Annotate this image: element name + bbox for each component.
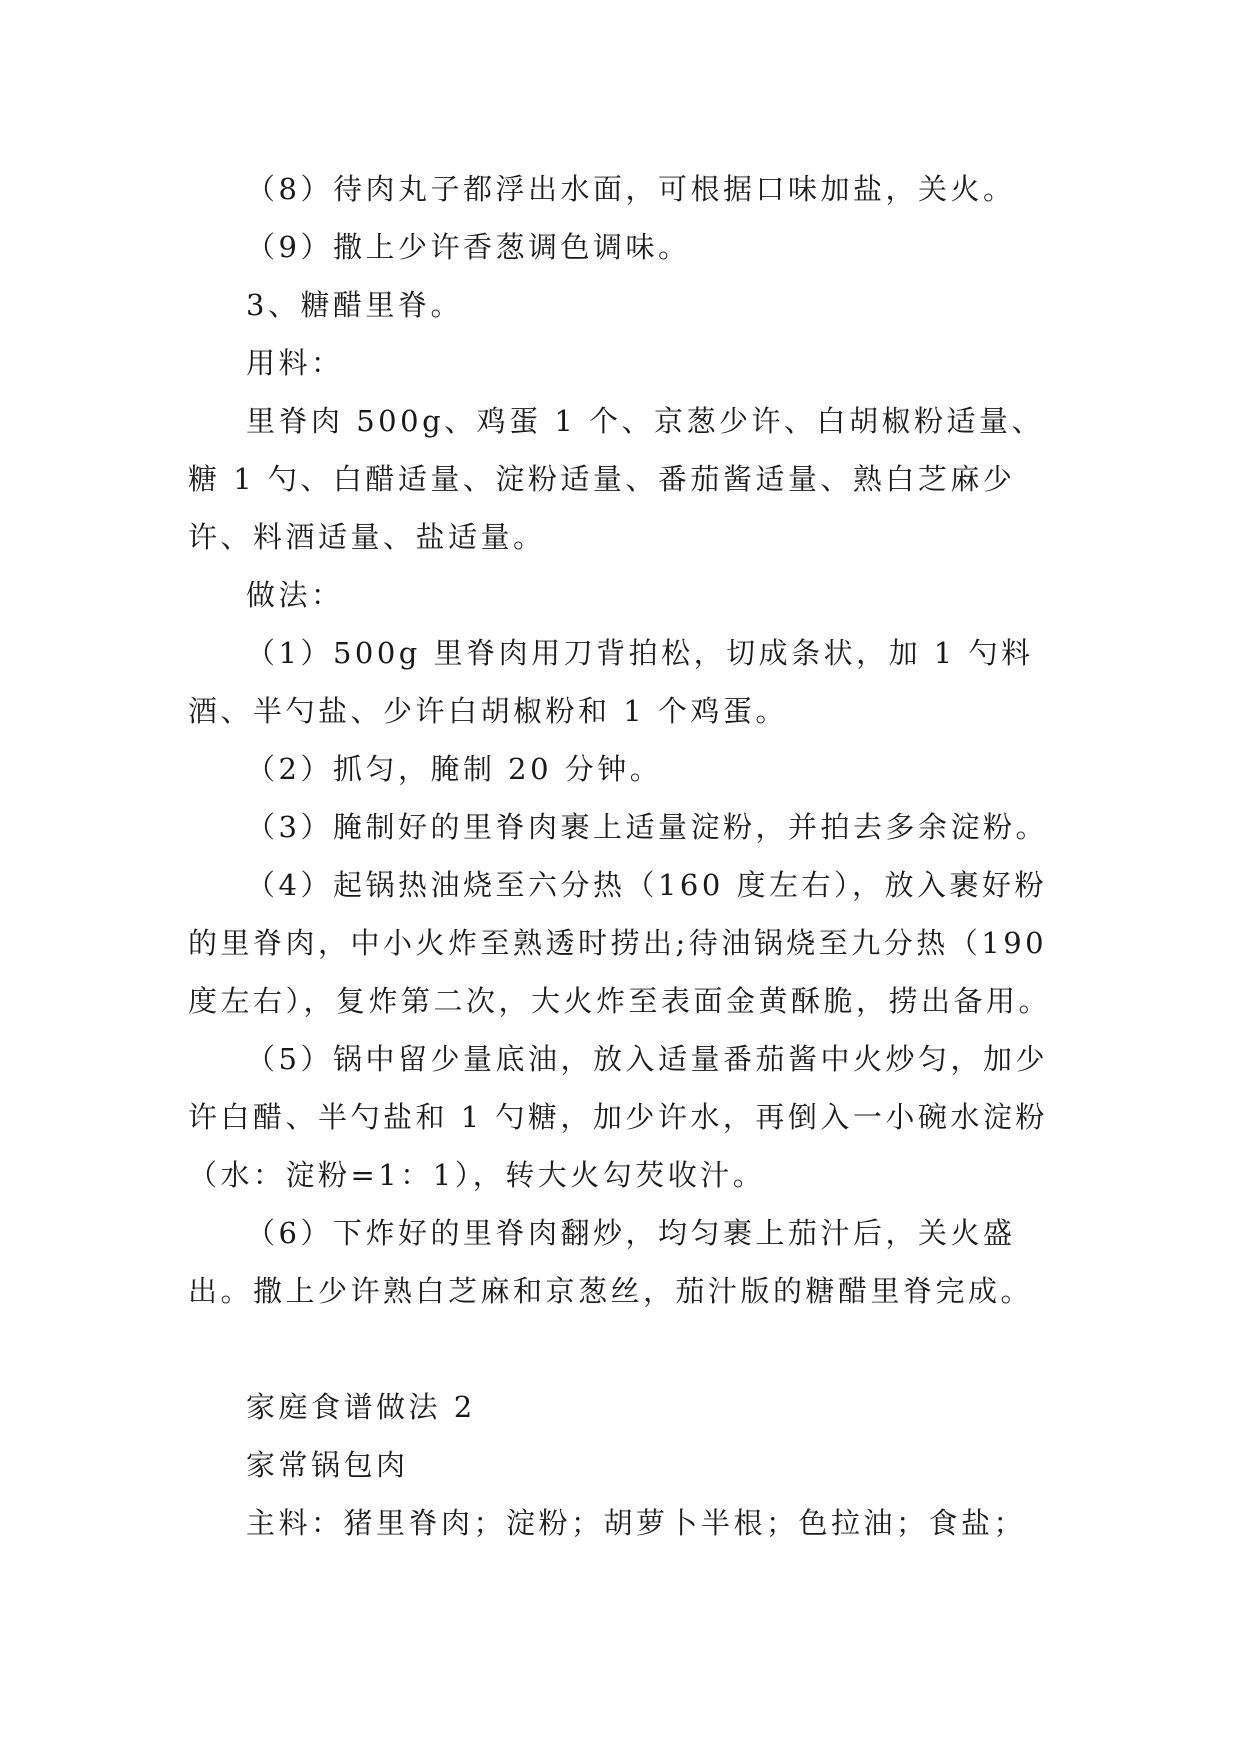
step-2-paragraph: （2）抓匀，腌制 20 分钟。: [246, 752, 663, 786]
ingredients-label: 用料：: [246, 346, 344, 380]
document-body: [188, 160, 1068, 1552]
step-3-paragraph: （3）腌制好的里脊肉裹上适量淀粉，并拍去多余淀粉。: [246, 810, 1048, 844]
step-9-paragraph: （9）撒上少许香葱调色调味。: [246, 230, 691, 264]
step-1-paragraph: （1）500g 里脊肉用刀背拍松，切成条状，加 1 勺料酒、半勺盐、少许白胡椒粉和 1 个鸡蛋。: [188, 636, 1034, 728]
section-spacer: [188, 1320, 1068, 1378]
step-5-paragraph: （5）锅中留少量底油，放入适量番茄酱中火炒匀，加少许白醋、半勺盐和 1 勺糖，加少许水，再倒入一小碗水淀粉（水：淀粉=1：1），转大火勾芡收汁。: [188, 1042, 1048, 1192]
step-4-paragraph: （4）起锅热油烧至六分热（160 度左右），放入裹好粉的里脊肉，中小火炸至熟透时捞出;待油锅烧至九分热（190 度左右），复炸第二次，大火炸至表面金黄酥脆，捞出备用。: [188, 868, 1052, 1018]
recipe-3-title: 3、糖醋里脊。: [246, 288, 463, 322]
dish-name: 家常锅包肉: [246, 1448, 409, 1482]
method-label: 做法：: [246, 578, 344, 612]
section-2-heading: 家庭食谱做法 2: [246, 1390, 476, 1424]
step-8-paragraph: （8）待肉丸子都浮出水面，可根据口味加盐，关火。: [246, 172, 1016, 206]
main-ingredients-line: 主料：猪里脊肉；淀粉；胡萝卜半根；色拉油；食盐；: [246, 1506, 1027, 1540]
ingredients-list: 里脊肉 500g、鸡蛋 1 个、京葱少许、白胡椒粉适量、糖 1 勺、白醋适量、淀粉适量、番茄酱适量、熟白芝麻少许、料酒适量、盐适量。: [188, 404, 1045, 554]
step-6-paragraph: （6）下炸好的里脊肉翻炒，均匀裹上茄汁后，关火盛出。撒上少许熟白芝麻和京葱丝，茄汁版的糖醋里脊完成。: [188, 1216, 1034, 1308]
